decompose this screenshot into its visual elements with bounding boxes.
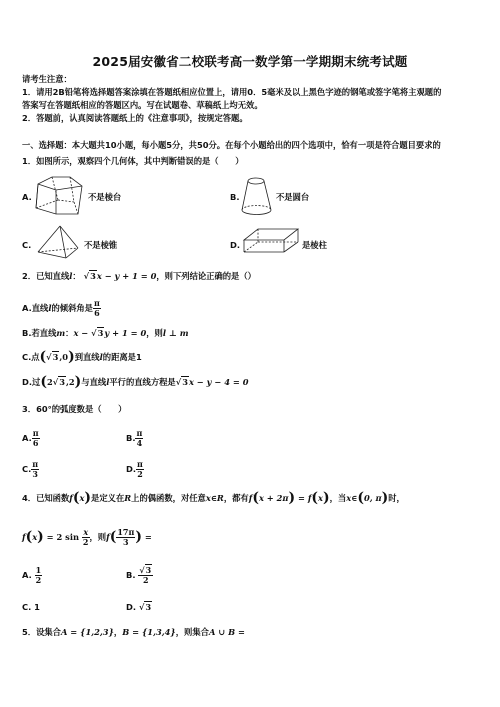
q4-stem: 4．已知函数f(x)是定义在R上的偶函数，对任意x∈R，都有f(x + 2π) = f(x)，当x∈(0, π)时， [22,490,405,506]
q2-option-a [22,299,101,318]
q4-eq-left-in: x + 2π [258,493,289,503]
q2-colon: ： [72,271,81,281]
q4-stem-mid4: ，当 [329,493,347,503]
notice-header: 请考生注意： [22,74,72,84]
q4-line2-mid: ，则 [89,532,107,542]
fraction [32,429,40,448]
sqrt-sign: √ [83,271,90,281]
prism-figure [242,226,300,256]
q4-a-label: A. [22,570,32,580]
sqrt-radicand: 3 [90,271,96,281]
fraction-numerator: 17π [117,527,135,537]
q2-c-prefix: C.点 [22,352,40,362]
q4-stem-prefix: 4．已知函数 [22,493,70,503]
fraction-numerator: π [136,428,143,438]
sqrt-radicand: 3 [145,565,152,575]
fraction [138,566,153,585]
q4-option-b [126,566,153,585]
q2-d-mid: 与直线 [81,377,107,387]
q2-stem-prefix: 2．已知直线 [22,271,70,281]
q1-option-a-label: A. [22,192,32,202]
sqrt-sign: √ [138,602,145,612]
q2-c-post: 到直线 [74,352,100,362]
q4-cond2: x∈ [346,493,358,503]
fraction-numerator: 1 [35,565,42,575]
q5-set-a: A = {1,2,3} [60,627,114,637]
q4-d-label: D. [126,602,137,612]
q2-c-point-tail: ,0 [59,352,69,362]
q4-line2-eq: = 2 sin [43,532,82,542]
fraction-numerator: π [32,428,39,438]
q4-f: f [248,493,253,503]
q4-stem-mid2: 上的偶函数，对任意 [131,493,206,503]
q2-stem [22,271,256,282]
section-heading: 一、选择题：本大题共10小题，每小题5分，共50分。在每个小题给出的四个选项中，恰有一项是符合题目要求的 [22,140,441,150]
fraction-numerator: x [83,527,89,537]
q3-option-d [126,460,144,479]
cone-frustum-figure [238,174,276,218]
q4-interval: 0, π [363,493,382,503]
q4-option-c: C. 1 [22,602,40,612]
q2-a-l: l [48,303,52,313]
sqrt-3 [91,327,104,338]
q1-option-b-label: B. [230,192,240,202]
q1-option-c-text: 不是棱锥 [84,240,118,250]
q1-stem: 1．如图所示，观察四个几何体，其中判断错误的是（ ） [22,156,244,166]
q2-equation: x − y + 1 = 0 [96,271,157,281]
q3-option-b [126,429,143,448]
q4-line-2: f(x) = 2 sin $\frac{x}{2}$ ，则f( $\frac{17\pi}{3}$ ) = [22,527,152,547]
sqrt-sign: √ [91,328,97,338]
pyramid-figure [34,224,80,262]
q2-c-l: l [99,352,103,362]
q2-b-prefix: B.若直线 [22,328,57,338]
fraction-denominator: 4 [136,438,143,448]
notice-line-3: 2．答题前，认真阅读答题纸上的《注意事项》，按规定答题。 [22,113,248,123]
q2-b-post: ，则 [146,328,163,338]
q2-b-eq-head: x − [73,328,92,338]
q2-d-l: l [106,377,110,387]
fraction-denominator: 2 [35,575,42,585]
q2-d-point-head: 2 [46,377,53,387]
fraction-denominator: 2 [137,469,143,479]
q2-d-point-tail: ,2 [65,377,75,387]
sqrt-sign: √ [52,377,59,387]
q4-stem-mid: 是定义在 [91,493,125,503]
q4-b-label: B. [126,570,136,580]
fraction [93,299,101,318]
fraction-denominator: 3 [123,537,129,547]
fraction [116,528,135,547]
q2-d-prefix: D.过 [22,377,41,387]
q3-b-label: B. [126,433,136,443]
fraction-denominator: 6 [32,438,39,448]
q4-R: R [124,493,132,503]
q4-f: f [307,493,312,503]
sqrt-sign: √ [175,377,182,387]
sqrt-radicand: 3 [182,377,188,387]
q1-option-b-text: 不是圆台 [276,192,310,202]
fraction-numerator: π [93,298,100,308]
fraction-denominator: 2 [143,575,149,585]
q5-stem-post: ，则集合 [175,627,209,637]
q3-a-label: A. [22,433,32,443]
q3-option-a [22,429,40,448]
q4-stem-mid3: ，都有 [223,493,249,503]
q2-b-colon: ： [65,328,74,338]
q4-f: f [106,532,110,542]
q4-eq: = [295,493,308,503]
sqrt-sign: √ [46,352,52,362]
q4-option-d [126,602,152,613]
q3-d-label: D. [126,464,137,474]
q4-stem-end: 时， [388,493,405,503]
q2-d-mid2: 平行的直线方程是 [109,377,176,387]
fraction [35,566,43,585]
notice-line-1: 1．请用2B铅笔将选择题答案涂填在答题纸相应位置上，请用0．5毫米及以上黑色字迹的钢笔或签字笔将主观题的 [22,87,442,97]
q4-line2-end: = [141,532,152,542]
fraction-denominator: 6 [94,308,100,318]
q4-f: f [69,493,73,503]
q2-line-l: l [69,271,73,281]
q3-option-c [22,460,39,479]
fraction [135,429,143,448]
sqrt-3 [53,376,66,387]
q2-c-end: 的距离是1 [102,352,142,362]
q1-option-c-label: C. [22,240,32,250]
q1-option-d-label: D. [230,240,241,250]
q4-x: x [79,493,85,503]
q2-a-prefix: A.直线 [22,303,49,313]
q5-result: A ∪ B = [208,627,245,637]
sqrt-3 [84,270,97,281]
notice-line-2: 答案写在答题纸相应的答题区内。写在试题卷、草稿纸上均无效。 [22,100,263,110]
q2-option-c: C.点(√3,0)到直线l的距离是1 [22,349,142,365]
sqrt-3 [139,564,152,575]
sqrt-3 [46,351,59,362]
q5-set-b: B = {1,3,4} [122,627,176,637]
q5-stem [22,627,245,638]
q2-stem-suffix: ，则下列结论正确的是（） [156,271,256,281]
q4-x: x [32,532,38,542]
q2-b-m: m [56,328,66,338]
q4-option-a [22,566,42,585]
fraction-numerator: π [32,459,39,469]
q5-comma: ， [113,627,123,637]
q1-option-d-text: 是棱柱 [302,240,327,250]
q2-option-b [22,328,189,339]
sqrt-3 [139,601,152,612]
fraction [136,460,144,479]
q2-d-eq-tail: x − y − 4 = 0 [188,377,249,387]
sqrt-radicand: 3 [52,352,59,362]
sqrt-radicand: 3 [145,602,152,612]
q4-f: f [22,532,26,542]
q4-cond: x∈R [205,493,224,503]
q2-b-relation: l ⊥ m [162,328,189,338]
q2-b-eq-tail: y + 1 = 0 [104,328,147,338]
page-title: 2025届安徽省二校联考高一数学第一学期期末统考试题 [92,54,408,69]
q3-c-label: C. [22,464,32,474]
fraction-denominator: 2 [82,537,89,547]
fraction-numerator: π [137,459,143,469]
fraction [82,528,90,547]
q5-stem-prefix: 5．设集合 [22,627,61,637]
sqrt-radicand: 3 [97,328,104,338]
q4-x: x [318,493,323,503]
fraction-denominator: 3 [32,469,38,479]
frustum-figure [34,174,86,218]
sqrt-sign: √ [139,565,145,575]
sqrt-radicand: 3 [59,377,65,387]
sqrt-3 [176,376,189,387]
fraction [31,460,39,479]
q2-a-mid: 的倾斜角是 [51,303,93,313]
q3-stem: 3．60°的弧度数是（ ） [22,404,127,414]
q1-option-a-text: 不是棱台 [88,192,122,202]
q2-option-d: D.过(2√3,2)与直线l平行的直线方程是√3x − y − 4 = 0 [22,374,249,390]
